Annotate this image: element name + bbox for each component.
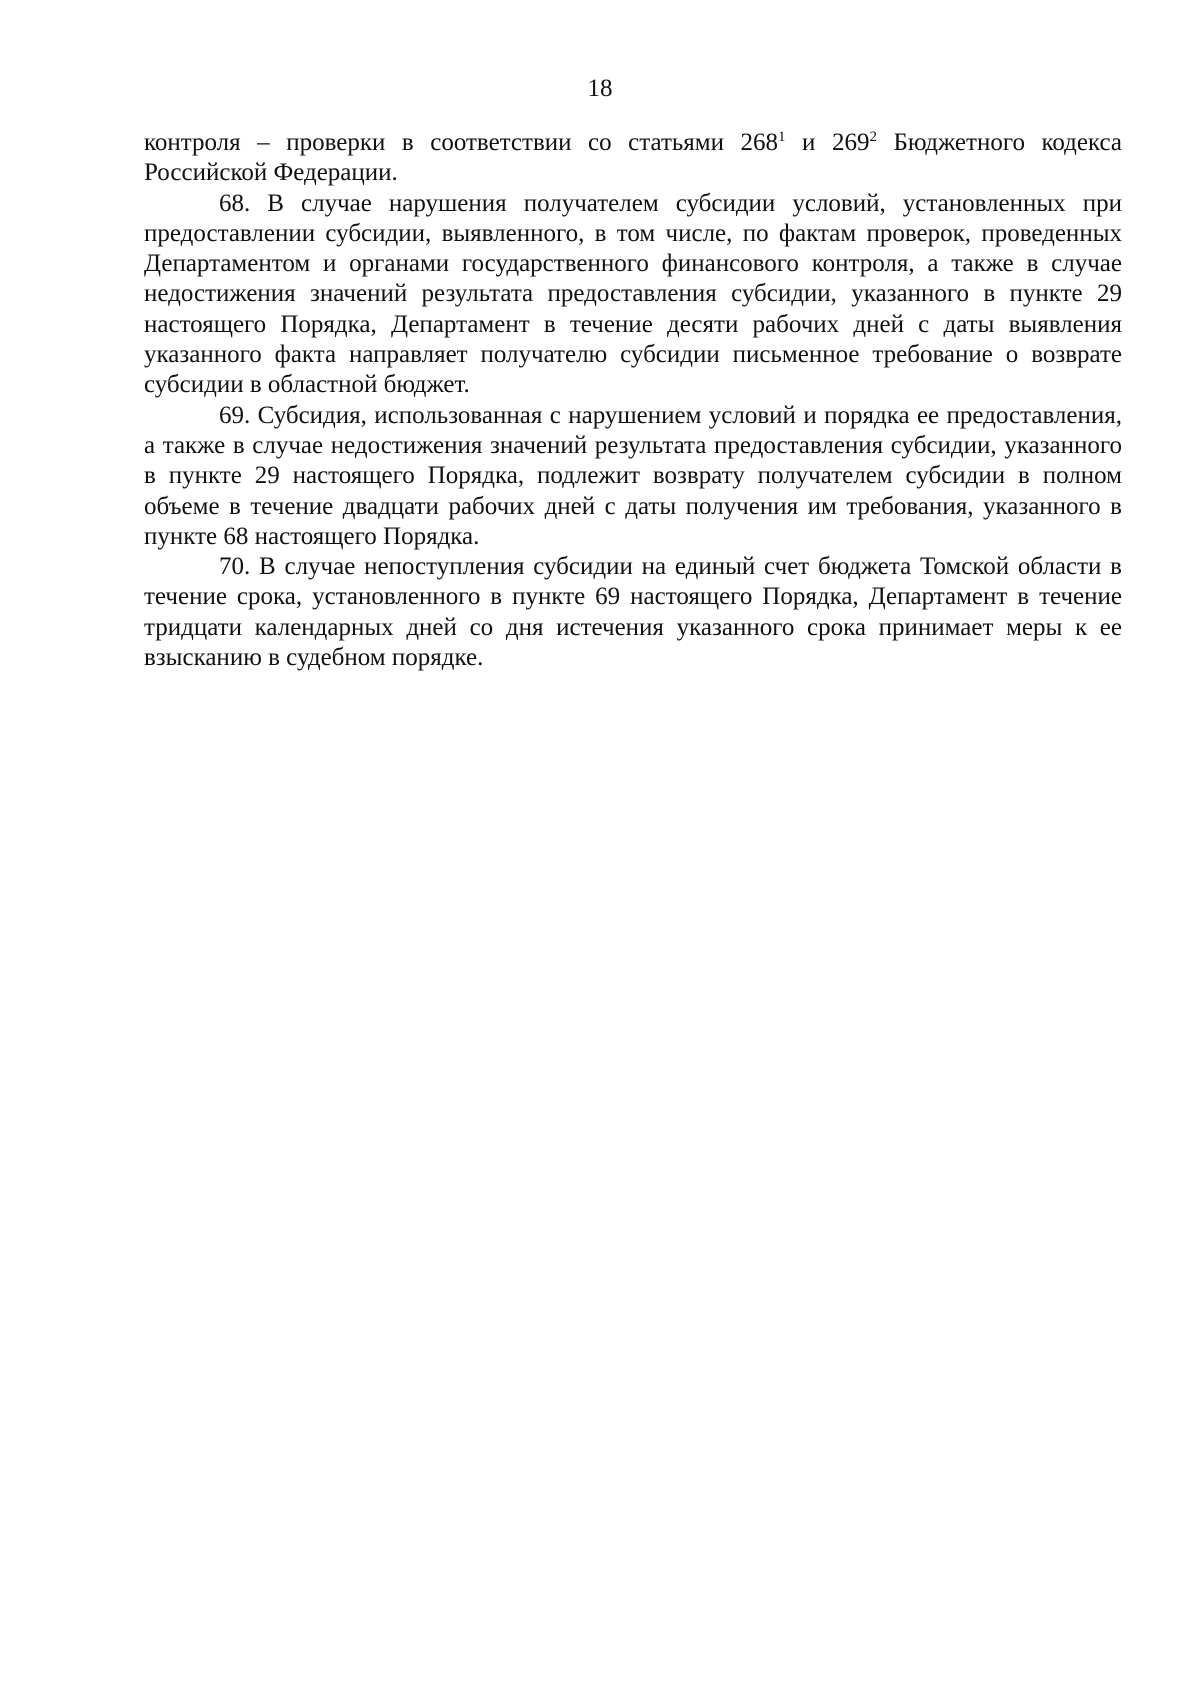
article-superscript: 2 <box>869 129 877 145</box>
paragraph-continuation <box>144 128 1122 189</box>
paragraph-text-part: и 269 <box>785 129 870 156</box>
paragraph-70: 70. В случае непоступления субсидии на единый счет бюджета Томской области в течение срока, установленного в пункте 69 настоящего Порядка, Департамент в течение тридцати календарных дней со дня истечения указанного срока принимает меры к ее взысканию в судебном порядке. <box>144 553 1122 672</box>
paragraph-69: 69. Субсидия, использованная с нарушением условий и порядка ее предоставления, а также в случае недостижения значений результата предоставления субсидии, указанного в пункте 29 настоящего Порядка, подлежит возврату получателем субсидии в полном объеме в течение двадцати рабочих дней с даты получения им требования, указанного в пункте 68 настоящего Порядка. <box>144 401 1122 550</box>
document-body <box>144 128 1122 673</box>
page-number: 18 <box>587 75 613 102</box>
paragraph-68: 68. В случае нарушения получателем субсидии условий, установленных при предоставлении субсидии, выявленного, в том числе, по фактам проверок, проведенных Департаментом и органами государственного финансового контроля, а также в случае недостижения значений результата предоставления субсидии, указанного в пункте 29 настоящего Порядка, Департамент в течение десяти рабочих дней с даты выявления указанного факта направляет получателю субсидии письменное требование о возврате субсидии в областной бюджет. <box>144 189 1122 399</box>
paragraph-text-part: контроля – проверки в соответствии со статьями 268 <box>144 129 779 156</box>
paragraph-text-part: Бюджетного кодекса Российской Федерации. <box>144 129 1122 187</box>
article-superscript: 1 <box>778 129 786 145</box>
